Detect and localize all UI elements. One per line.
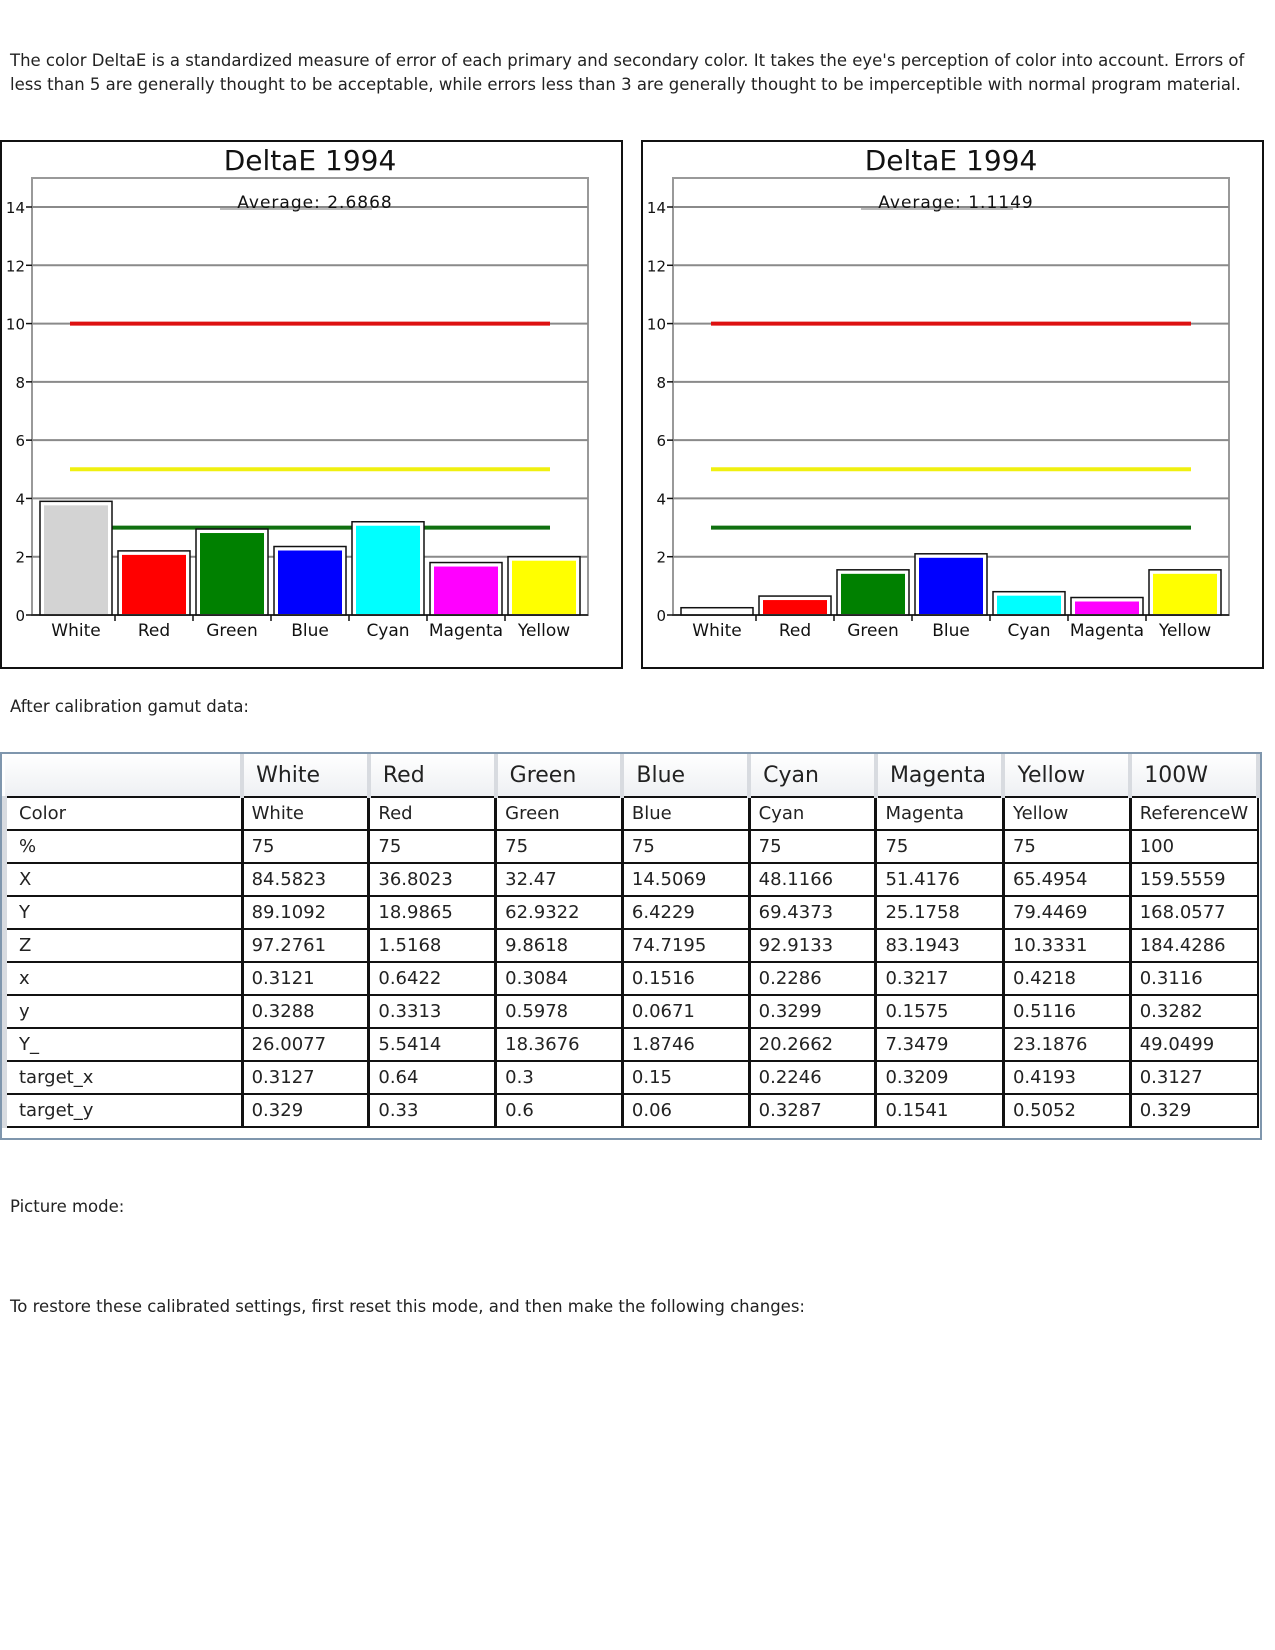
table-cell: Red xyxy=(369,797,496,830)
plot-area xyxy=(673,178,1229,615)
row-label: Y_ xyxy=(5,1028,243,1061)
table-cell: 0.0671 xyxy=(622,995,749,1028)
table-cell: 0.5116 xyxy=(1003,995,1130,1028)
deltae-chart-before xyxy=(0,140,623,669)
x-tick-label: White xyxy=(692,621,742,641)
table-cell: 0.3 xyxy=(496,1061,623,1094)
table-row xyxy=(5,1094,1259,1127)
y-tick-label: 2 xyxy=(15,548,25,567)
table-header-row xyxy=(5,754,1259,797)
column-header[interactable]: Blue xyxy=(622,754,749,797)
table-cell: 184.4286 xyxy=(1130,929,1258,962)
x-tick-label: Blue xyxy=(932,621,970,641)
bar-cyan xyxy=(997,596,1061,614)
table-cell: 75 xyxy=(1003,830,1130,863)
column-header[interactable]: 100W xyxy=(1130,754,1258,797)
table-row xyxy=(5,962,1259,995)
table-cell: 23.1876 xyxy=(1003,1028,1130,1061)
table-cell: 0.5978 xyxy=(496,995,623,1028)
bar-blue xyxy=(278,551,342,614)
table-cell: 0.329 xyxy=(242,1094,369,1127)
bar-red xyxy=(763,600,827,614)
table-cell: 0.3127 xyxy=(242,1061,369,1094)
y-tick-label: 2 xyxy=(656,548,666,567)
table-cell: 0.2286 xyxy=(749,962,876,995)
x-tick-label: Blue xyxy=(291,621,329,641)
table-cell: 25.1758 xyxy=(876,896,1004,929)
table-cell: 84.5823 xyxy=(242,863,369,896)
column-header[interactable]: Cyan xyxy=(749,754,876,797)
table-cell: 0.3217 xyxy=(876,962,1004,995)
table-cell: 0.5052 xyxy=(1003,1094,1130,1127)
gamut-data-table xyxy=(0,752,1262,1140)
table-cell: 5.5414 xyxy=(369,1028,496,1061)
table-cell: 0.06 xyxy=(622,1094,749,1127)
table-cell: 10.3331 xyxy=(1003,929,1130,962)
y-tick-label: 12 xyxy=(646,257,666,276)
x-tick-label: Cyan xyxy=(1007,621,1051,641)
table-cell: 1.8746 xyxy=(622,1028,749,1061)
intro-paragraph: The color DeltaE is a standardized measure of error of each primary and secondary color. It takes the eye's perception of color into account. Errors of less than 5 are generally thought to be acceptable, while errors less than 3 are generally thought to be imperceptible with normal program material. xyxy=(10,51,1245,94)
table-cell: 0.15 xyxy=(622,1061,749,1094)
table-cell: Cyan xyxy=(749,797,876,830)
x-tick-label: Red xyxy=(778,621,812,641)
bar-magenta xyxy=(1075,602,1139,614)
table-cell: 0.1575 xyxy=(876,995,1004,1028)
table-cell: 36.8023 xyxy=(369,863,496,896)
bar-white xyxy=(44,505,108,614)
table-cell: 62.9322 xyxy=(496,896,623,929)
bar-red xyxy=(122,555,186,614)
y-tick-label: 0 xyxy=(656,607,666,625)
table-cell: 0.3287 xyxy=(749,1094,876,1127)
table-cell: 0.3288 xyxy=(242,995,369,1028)
table-cell: 79.4469 xyxy=(1003,896,1130,929)
table-cell: 0.3084 xyxy=(496,962,623,995)
column-header[interactable]: White xyxy=(242,754,369,797)
table-cell: 0.3121 xyxy=(242,962,369,995)
table-cell: 75 xyxy=(749,830,876,863)
bar-cyan xyxy=(356,526,420,614)
table-cell: 75 xyxy=(369,830,496,863)
table-cell: 0.3127 xyxy=(1130,1061,1258,1094)
picture-mode-label: Picture mode: xyxy=(10,1197,125,1216)
x-tick-label: Green xyxy=(206,621,258,641)
table-body xyxy=(5,797,1259,1127)
row-label: Z xyxy=(5,929,243,962)
y-tick-label: 14 xyxy=(646,199,666,217)
table-cell: 51.4176 xyxy=(876,863,1004,896)
table-cell: Blue xyxy=(622,797,749,830)
deltae-chart-svg xyxy=(643,142,1262,667)
table-cell: ReferenceW xyxy=(1130,797,1258,830)
y-tick-label: 6 xyxy=(15,432,25,451)
y-tick-label: 6 xyxy=(656,432,666,451)
column-header[interactable]: Yellow xyxy=(1003,754,1130,797)
restore-instructions: To restore these calibrated settings, first reset this mode, and then make the following changes: xyxy=(10,1297,805,1316)
row-label: Y xyxy=(5,896,243,929)
chart-title: DeltaE 1994 xyxy=(864,144,1038,177)
deltae-chart-after xyxy=(641,140,1264,669)
table-cell: 6.4229 xyxy=(622,896,749,929)
y-tick-label: 4 xyxy=(15,490,25,509)
x-tick-label: White xyxy=(51,621,101,641)
table-cell: 49.0499 xyxy=(1130,1028,1258,1061)
x-tick-label: Green xyxy=(847,621,899,641)
table-cell: Green xyxy=(496,797,623,830)
table-cell: 75 xyxy=(622,830,749,863)
row-label: Color xyxy=(5,797,243,830)
average-annotation: Average: 2.6868 xyxy=(237,193,393,213)
table-cell: 0.64 xyxy=(369,1061,496,1094)
table-row xyxy=(5,995,1259,1028)
table-cell: 0.1516 xyxy=(622,962,749,995)
bar-yellow xyxy=(512,561,576,614)
table-row xyxy=(5,830,1259,863)
table-row xyxy=(5,896,1259,929)
table-cell: 26.0077 xyxy=(242,1028,369,1061)
row-label: X xyxy=(5,863,243,896)
table-cell: 0.4193 xyxy=(1003,1061,1130,1094)
column-header[interactable]: Green xyxy=(496,754,623,797)
gamut-data-label: After calibration gamut data: xyxy=(10,697,249,716)
header-gutter xyxy=(5,754,243,797)
average-annotation: Average: 1.1149 xyxy=(878,193,1034,213)
table-cell: 75 xyxy=(242,830,369,863)
table-cell: 18.3676 xyxy=(496,1028,623,1061)
table-cell: 100 xyxy=(1130,830,1258,863)
table-cell: Yellow xyxy=(1003,797,1130,830)
x-tick-label: Magenta xyxy=(1069,621,1145,641)
chart-title: DeltaE 1994 xyxy=(223,144,397,177)
column-header[interactable]: Red xyxy=(369,754,496,797)
x-tick-label: Magenta xyxy=(428,621,504,641)
row-label: % xyxy=(5,830,243,863)
row-label: target_y xyxy=(5,1094,243,1127)
table-cell: 0.2246 xyxy=(749,1061,876,1094)
table-cell: 48.1166 xyxy=(749,863,876,896)
table-cell: 65.4954 xyxy=(1003,863,1130,896)
table-row xyxy=(5,797,1259,830)
table-row xyxy=(5,1061,1259,1094)
table-cell: 20.2662 xyxy=(749,1028,876,1061)
deltae-chart-svg xyxy=(2,142,621,667)
bar-yellow xyxy=(1153,574,1217,614)
table-cell: 1.5168 xyxy=(369,929,496,962)
y-tick-label: 12 xyxy=(5,257,25,276)
table-cell: 0.4218 xyxy=(1003,962,1130,995)
y-tick-label: 0 xyxy=(15,607,25,625)
table-cell: 0.6422 xyxy=(369,962,496,995)
bar-outline xyxy=(681,608,753,615)
row-label: x xyxy=(5,962,243,995)
row-label: y xyxy=(5,995,243,1028)
table-cell: 0.3313 xyxy=(369,995,496,1028)
y-tick-label: 8 xyxy=(656,373,666,392)
table-row xyxy=(5,929,1259,962)
table-cell: 74.7195 xyxy=(622,929,749,962)
table-cell: 0.329 xyxy=(1130,1094,1258,1127)
table-cell: 18.9865 xyxy=(369,896,496,929)
x-tick-label: Red xyxy=(137,621,171,641)
x-tick-label: Cyan xyxy=(366,621,410,641)
table-cell: 97.2761 xyxy=(242,929,369,962)
table-cell: Magenta xyxy=(876,797,1004,830)
table-cell: 89.1092 xyxy=(242,896,369,929)
y-tick-label: 14 xyxy=(5,199,25,217)
y-tick-label: 4 xyxy=(656,490,666,509)
bar-magenta xyxy=(434,567,498,614)
bar-green xyxy=(200,533,264,614)
table-cell: 0.3209 xyxy=(876,1061,1004,1094)
table-cell: 0.3116 xyxy=(1130,962,1258,995)
table-cell: White xyxy=(242,797,369,830)
table-cell: 0.6 xyxy=(496,1094,623,1127)
table-cell: 32.47 xyxy=(496,863,623,896)
bar-green xyxy=(841,574,905,614)
table-cell: 159.5559 xyxy=(1130,863,1258,896)
table-row xyxy=(5,863,1259,896)
table-cell: 75 xyxy=(876,830,1004,863)
table-cell: 0.33 xyxy=(369,1094,496,1127)
table-cell: 0.3299 xyxy=(749,995,876,1028)
table-cell: 92.9133 xyxy=(749,929,876,962)
bar-blue xyxy=(919,558,983,614)
x-tick-label: Yellow xyxy=(517,621,571,641)
table-cell: 0.3282 xyxy=(1130,995,1258,1028)
table-cell: 83.1943 xyxy=(876,929,1004,962)
y-tick-label: 10 xyxy=(5,315,25,334)
row-label: target_x xyxy=(5,1061,243,1094)
y-tick-label: 8 xyxy=(15,373,25,392)
y-tick-label: 10 xyxy=(646,315,666,334)
column-header[interactable]: Magenta xyxy=(876,754,1004,797)
table-row xyxy=(5,1028,1259,1061)
x-tick-label: Yellow xyxy=(1158,621,1212,641)
table-cell: 14.5069 xyxy=(622,863,749,896)
table-cell: 69.4373 xyxy=(749,896,876,929)
table-cell: 7.3479 xyxy=(876,1028,1004,1061)
table-cell: 9.8618 xyxy=(496,929,623,962)
table-cell: 0.1541 xyxy=(876,1094,1004,1127)
table-cell: 75 xyxy=(496,830,623,863)
table-cell: 168.0577 xyxy=(1130,896,1258,929)
